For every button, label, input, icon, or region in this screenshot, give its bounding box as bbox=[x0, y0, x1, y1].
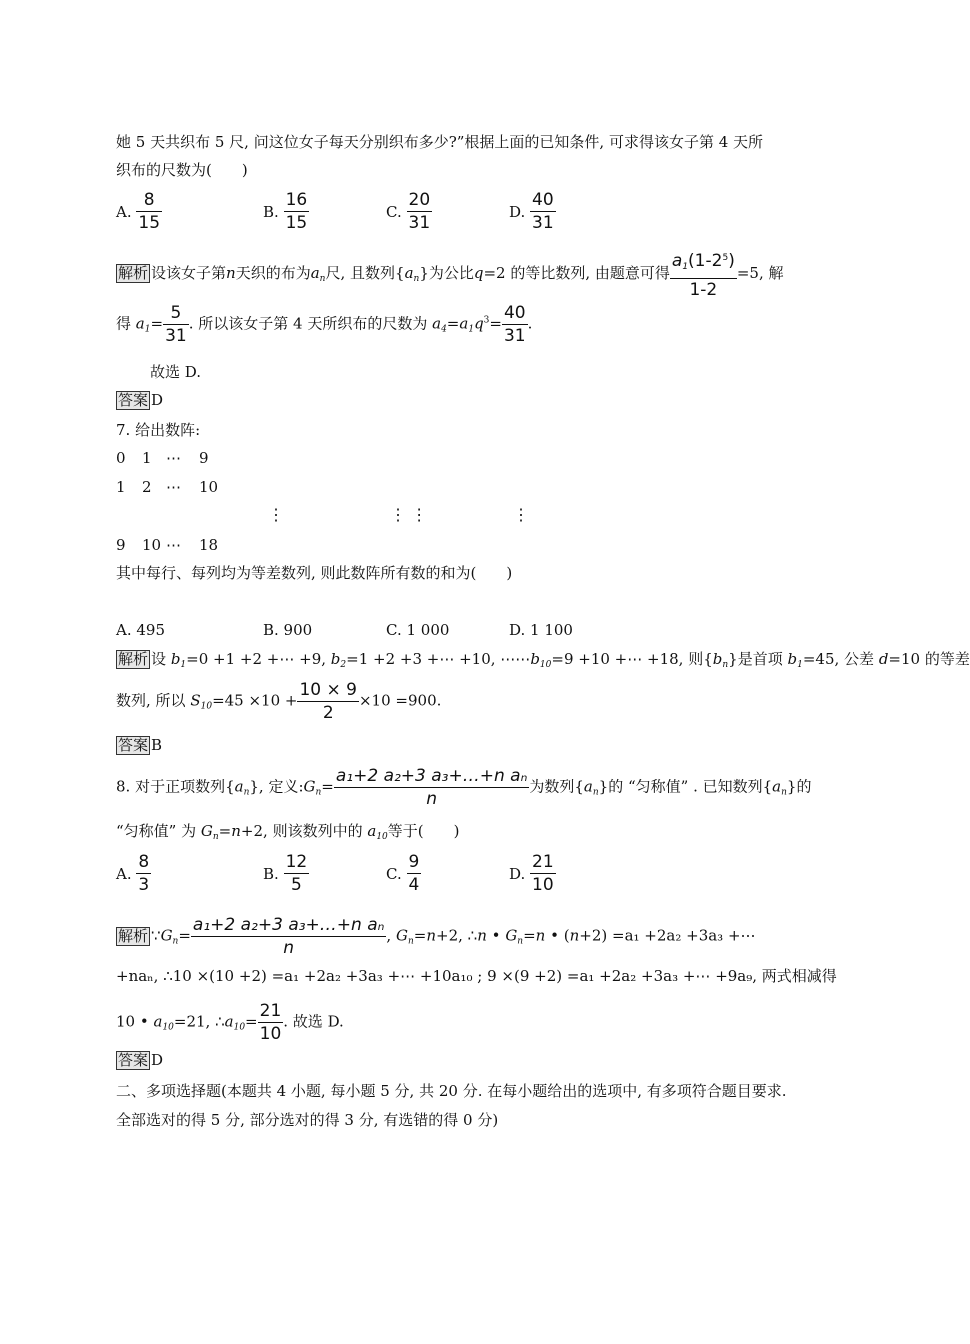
q8-option-c: C. $\frac{9}{4}$ bbox=[386, 852, 420, 895]
q6-option-a: A. $\frac{8}{15}$ bbox=[116, 190, 161, 233]
q6-solution-line3: 故选 D. bbox=[150, 363, 202, 381]
q7-stem: 其中每行、每列均为等差数列, 则此数阵所有数的和为( ) bbox=[116, 564, 513, 582]
q7-matrix-row2: 1 2 ⋯ 10 bbox=[116, 478, 219, 496]
q8-definition-fraction: $\frac{\text{a₁+2 a₂+3 a₃+…+n aₙ}}{n}$ bbox=[335, 766, 528, 809]
q6-stem-line2: 织布的尺数为( ) bbox=[116, 161, 248, 179]
q6-sum-fraction: $\frac{a_1(1-2^5)}{1-2}$ bbox=[671, 251, 735, 300]
q8-option-d: D. $\frac{21}{10}$ bbox=[509, 852, 554, 895]
q7-option-c: C. 1 000 bbox=[386, 621, 450, 639]
jiexi-tag: 解析 bbox=[118, 926, 149, 945]
q6-solution-line2: 得 $a_1=$ $\frac{5}{31}$ . 所以该女子第 4 天所织布的尺数为 $a_4=a_1q^3=$ $\frac{40}{31}$ . bbox=[116, 303, 533, 346]
q8-solution-line1: 解析 $\because G_n=$ $\frac{\text{a₁+2 a₂+3 a₃+…+n aₙ}}{n}$ , $G_n=n+2$, ∴n • $G_n=n$ • (n+2) =a₁ +2a₂ +3a₃ +⋯ bbox=[118, 915, 756, 958]
answer-tag: 答案 bbox=[118, 736, 149, 754]
q7-option-a: A. 495 bbox=[116, 621, 165, 639]
q6-stem-line1: 她 5 天共织布 5 尺, 问这位女子每天分别织布多少?”根据上面的已知条件, 可求得该女子第 4 天所 bbox=[116, 133, 764, 151]
q8-solution-line2: +naₙ, ∴10 ×(10 +2) =a₁ +2a₂ +3a₃ +⋯ +10a₁₀ ; 9 ×(9 +2) =a₁ +2a₂ +3a₃ +⋯ +9a₉, 两式相减得 bbox=[116, 967, 837, 985]
q6-answer: 答案 D bbox=[118, 391, 164, 409]
q8-option-a: A. $\frac{8}{3}$ bbox=[116, 852, 150, 895]
q8-line2: “匀称值” 为 $G_n=n+2$, 则该数列中的 $a_{10}$等于( ) bbox=[116, 822, 460, 842]
q8-solution-line3: 10 • $a_{10}=21$, $\therefore a_{10}=$ $\frac{21}{10}$ . 故选 D. bbox=[116, 1001, 344, 1044]
q8-title: 8. 对于正项数列$\{a_n\}$, 定义$:G_n=$ $\frac{\text{a₁+2 a₂+3 a₃+…+n aₙ}}{n}$ 为数列$\{a_n\}$的 “匀称值” . 已知数列$\{a_n\}$的 bbox=[116, 766, 812, 809]
q6-solution-line1: 解析 设该女子第n天织的布为$a_n$尺, 且数列$\{a_n\}$为公比q=2 的等比数列, 由题意可得 $\frac{a_1(1-2^5)}{1-2}$ =5, 解 bbox=[116, 248, 783, 300]
q7-title: 7. 给出数阵: bbox=[116, 421, 201, 439]
q7-answer: 答案 B bbox=[118, 736, 163, 754]
q6-option-c: C. $\frac{20}{31}$ bbox=[386, 190, 431, 233]
answer-tag: 答案 bbox=[118, 391, 149, 409]
q7-matrix-vdots-3: ⋮ bbox=[513, 505, 529, 524]
jiexi-tag: 解析 bbox=[118, 264, 149, 282]
q7-matrix-vdots-2: ⋮ ⋮ bbox=[390, 505, 428, 524]
q6-option-d: D. $\frac{40}{31}$ bbox=[509, 190, 554, 233]
q7-option-d: D. 1 100 bbox=[509, 621, 573, 639]
q7-matrix-vdots-1: ⋮ bbox=[268, 505, 284, 524]
q7-option-b: B. 900 bbox=[263, 621, 313, 639]
answer-tag: 答案 bbox=[118, 1051, 149, 1069]
q7-matrix-row4: 9 10 ⋯ 18 bbox=[116, 536, 219, 554]
jiexi-tag: 解析 bbox=[118, 650, 149, 668]
q7-solution-line1: 解析 设 $b_1=0 +1 +2$ +⋯ +9, $b_2=1 +2 +3$ +⋯ +10, $\cdots\cdots b_{10}=9 +10$ +⋯ +18, 则$\{b_n\}$是首项 $b_1=45$, 公差 d=10 的等差 bbox=[118, 650, 970, 670]
q8-answer: 答案 D bbox=[118, 1051, 164, 1069]
q7-matrix-row1: 0 1 ⋯ 9 bbox=[116, 449, 209, 467]
q7-solution-line2: 数列, 所以 $S_{10}=45 \times 10$ + $\frac{10 \times 9}{2}$ ×10 =900. bbox=[116, 680, 442, 723]
section2-heading-line1: 二、多项选择题(本题共 4 小题, 每小题 5 分, 共 20 分. 在每小题给出的选项中, 有多项符合题目要求. bbox=[116, 1082, 787, 1100]
q8-option-b: B. $\frac{12}{5}$ bbox=[263, 852, 308, 895]
section2-heading-line2: 全部选对的得 5 分, 部分选对的得 3 分, 有选错的得 0 分) bbox=[116, 1111, 499, 1129]
q6-option-b: B. $\frac{16}{15}$ bbox=[263, 190, 308, 233]
